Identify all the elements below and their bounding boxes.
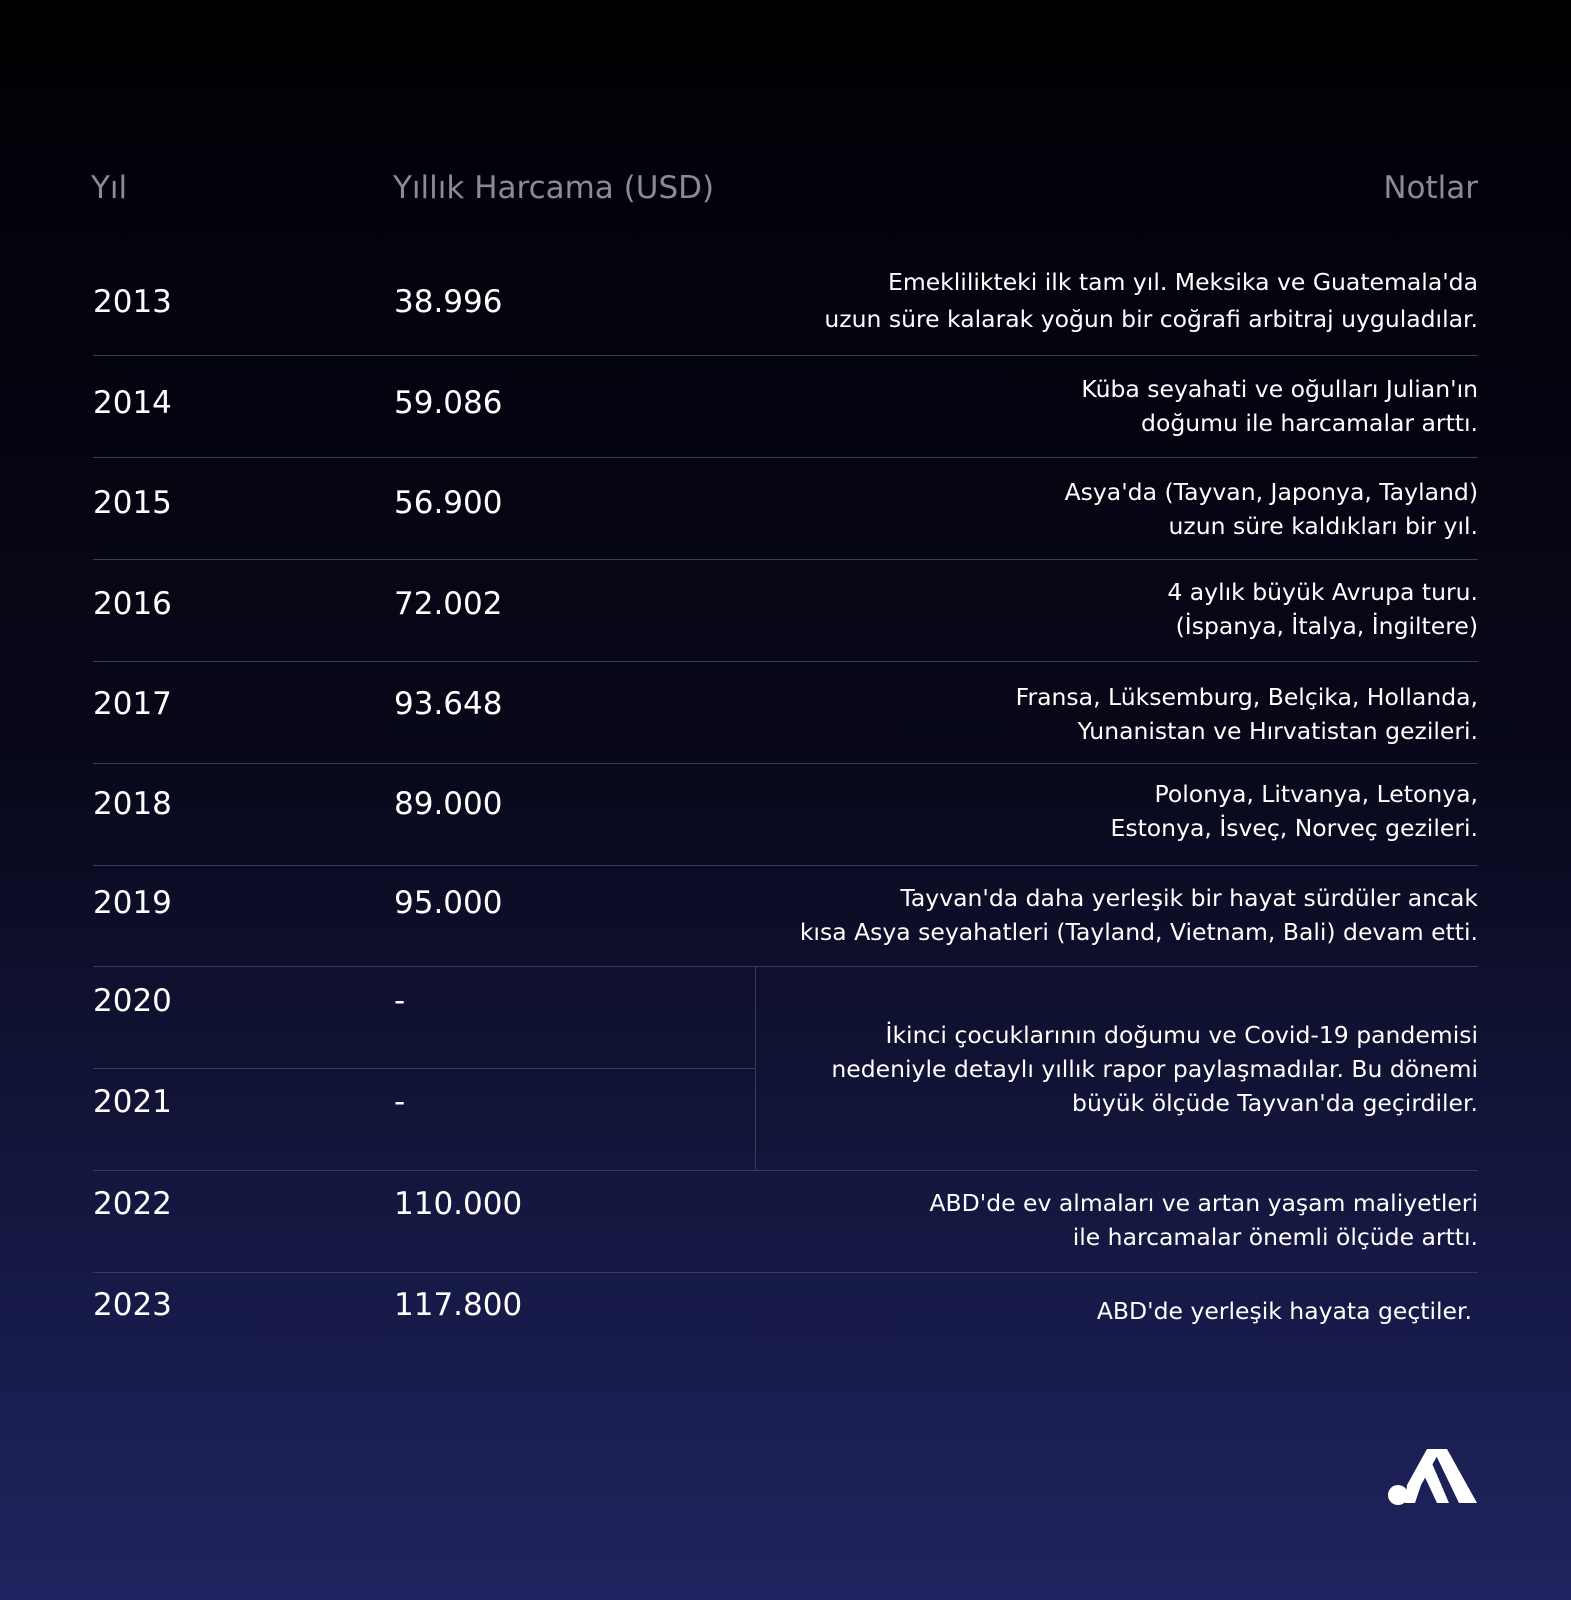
table-row-2019 [93, 881, 1478, 961]
table-row-2022 [93, 1186, 1478, 1266]
row-amount: - [394, 1084, 406, 1120]
row-note: Tayvan'da daha yerleşik bir hayat sürdüler ancak kısa Asya seyahatleri (Tayland, Vietnam, Bali) devam etti. [799, 884, 1478, 946]
row-year: 2014 [93, 385, 172, 421]
row-divider [93, 865, 1478, 866]
row-year: 2021 [93, 1084, 172, 1120]
table-row-2015 [93, 475, 1478, 555]
row-amount: 95.000 [394, 885, 503, 921]
row-note: Fransa, Lüksemburg, Belçika, Hollanda, Yunanistan ve Hırvatistan gezileri. [1015, 683, 1478, 745]
row-amount: 59.086 [394, 385, 503, 421]
row-note: 4 aylık büyük Avrupa turu. (İspanya, İtalya, İngiltere) [1167, 578, 1478, 640]
merged-note-2020-2021 [760, 1018, 1478, 1128]
header-notes: Notlar [1383, 170, 1478, 206]
row-divider [93, 1068, 755, 1069]
row-year: 2022 [93, 1186, 172, 1222]
row-amount: 93.648 [394, 686, 503, 722]
row-year: 2015 [93, 485, 172, 521]
row-divider [93, 355, 1478, 356]
row-divider [93, 1272, 1478, 1273]
row-note: İkinci çocuklarının doğumu ve Covid-19 pandemisi nedeniyle detaylı yıllık rapor paylaşmadılar. Bu dönemi büyük ölçüde Tayvan'da geçirdiler. [831, 1021, 1478, 1117]
header-year: Yıl [91, 170, 128, 206]
row-year: 2016 [93, 586, 172, 622]
row-divider [93, 763, 1478, 764]
table-row-2023 [93, 1287, 1478, 1347]
row-amount: - [394, 983, 406, 1019]
merged-cell-border [755, 966, 756, 1170]
row-divider [93, 661, 1478, 662]
row-amount: 56.900 [394, 485, 503, 521]
row-note: Polonya, Litvanya, Letonya, Estonya, İsveç, Norveç gezileri. [1110, 780, 1478, 842]
row-year: 2019 [93, 885, 172, 921]
row-divider [93, 457, 1478, 458]
table-row-2016 [93, 575, 1478, 655]
row-year: 2018 [93, 786, 172, 822]
brand-logo-icon [1387, 1447, 1479, 1507]
row-amount: 72.002 [394, 586, 503, 622]
row-divider [93, 1170, 1478, 1171]
row-note: ABD'de ev almaları ve artan yaşam maliyetleri ile harcamalar önemli ölçüde arttı. [929, 1189, 1478, 1251]
row-amount: 117.800 [394, 1287, 523, 1323]
row-divider [93, 559, 1478, 560]
header-annual-spending: Yıllık Harcama (USD) [393, 170, 715, 206]
table-row-2014 [93, 372, 1478, 452]
row-amount: 38.996 [394, 284, 503, 320]
table-row-2021 [93, 1084, 721, 1144]
row-amount: 89.000 [394, 786, 503, 822]
table-row-2018 [93, 777, 1478, 857]
row-year: 2020 [93, 983, 172, 1019]
row-note: Emeklilikteki ilk tam yıl. Meksika ve Guatemala'da uzun süre kalarak yoğun bir coğrafi arbitraj uyguladılar. [824, 268, 1478, 333]
table-header [93, 160, 1478, 220]
table-row-2017 [93, 680, 1478, 760]
table-row-2013 [93, 262, 1478, 350]
table-row-2020 [93, 983, 721, 1043]
row-year: 2013 [93, 284, 172, 320]
row-note: Küba seyahati ve oğulları Julian'ın doğumu ile harcamalar arttı. [1081, 375, 1478, 437]
row-year: 2023 [93, 1287, 172, 1323]
row-divider [93, 966, 1478, 967]
row-note: ABD'de yerleşik hayata geçtiler. [1096, 1297, 1472, 1325]
row-note: Asya'da (Tayvan, Japonya, Tayland) uzun süre kaldıkları bir yıl. [1064, 478, 1478, 540]
row-amount: 110.000 [394, 1186, 523, 1222]
row-year: 2017 [93, 686, 172, 722]
